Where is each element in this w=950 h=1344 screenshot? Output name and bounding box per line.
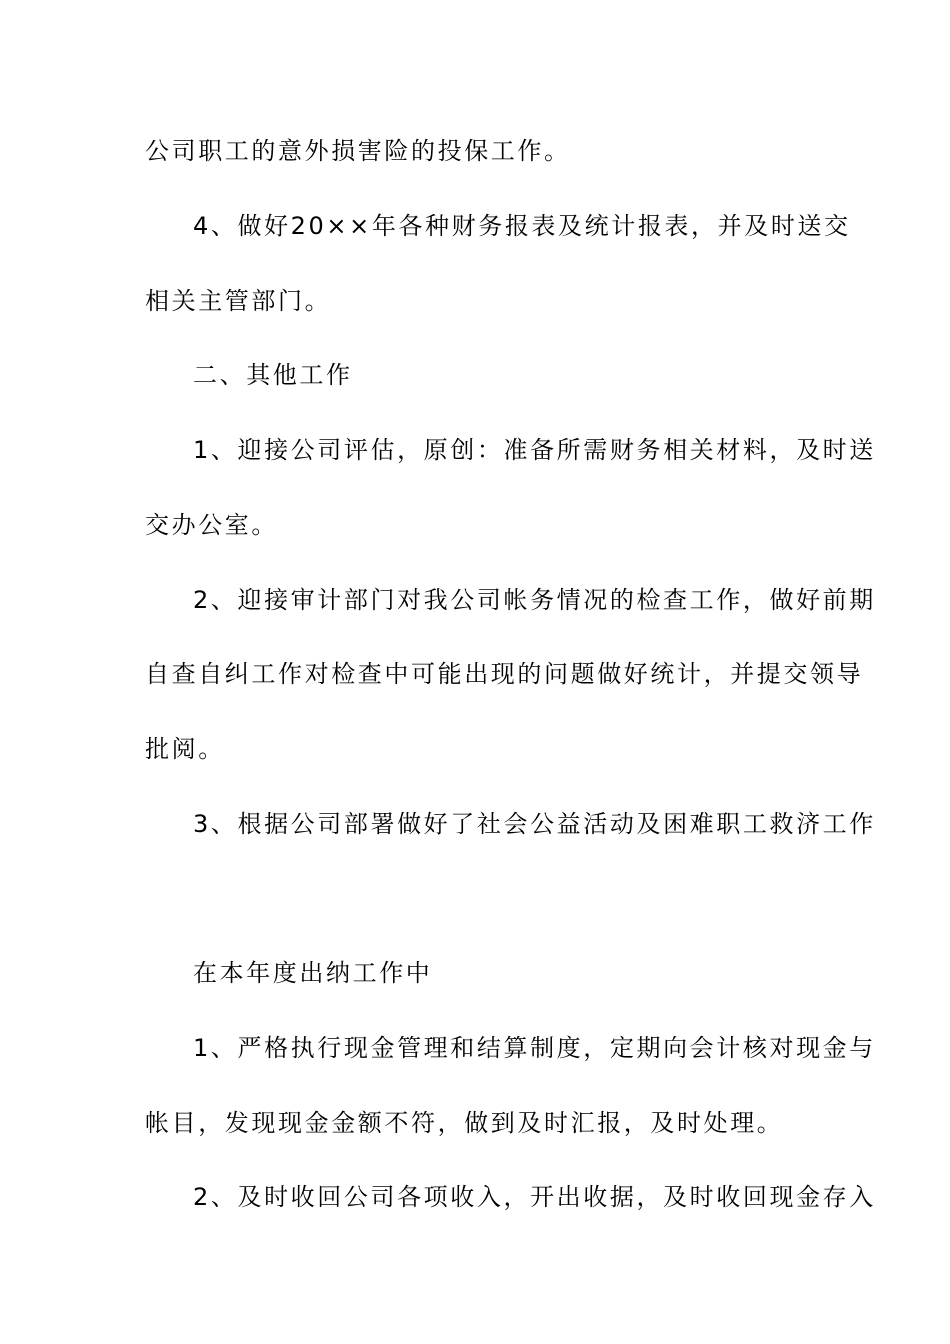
- text-line-6: 交办公室。: [145, 511, 278, 539]
- text-line-10: 3、根据公司部署做好了社会公益活动及困难职工救济工作: [193, 810, 876, 838]
- text-line-2: 4、做好20××年各种财务报表及统计报表，并及时送交: [193, 212, 851, 240]
- text-line-1: 公司职工的意外损害险的投保工作。: [145, 137, 571, 165]
- text-line-13: 帐目，发现现金金额不符，做到及时汇报，及时处理。: [145, 1109, 784, 1137]
- text-line-9: 批阅。: [145, 735, 225, 763]
- text-line-14: 2、及时收回公司各项收入，开出收据，及时收回现金存入: [193, 1183, 876, 1211]
- subsection-heading: 在本年度出纳工作中: [193, 959, 433, 987]
- section-heading: 二、其他工作: [193, 361, 353, 389]
- text-line-3: 相关主管部门。: [145, 287, 332, 315]
- text-line-8: 自查自纠工作对检查中可能出现的问题做好统计，并提交领导: [145, 660, 864, 688]
- text-line-7: 2、迎接审计部门对我公司帐务情况的检查工作，做好前期: [193, 586, 876, 614]
- text-line-5: 1、迎接公司评估，原创：准备所需财务相关材料，及时送: [193, 436, 876, 464]
- text-line-12: 1、严格执行现金管理和结算制度，定期向会计核对现金与: [193, 1034, 876, 1062]
